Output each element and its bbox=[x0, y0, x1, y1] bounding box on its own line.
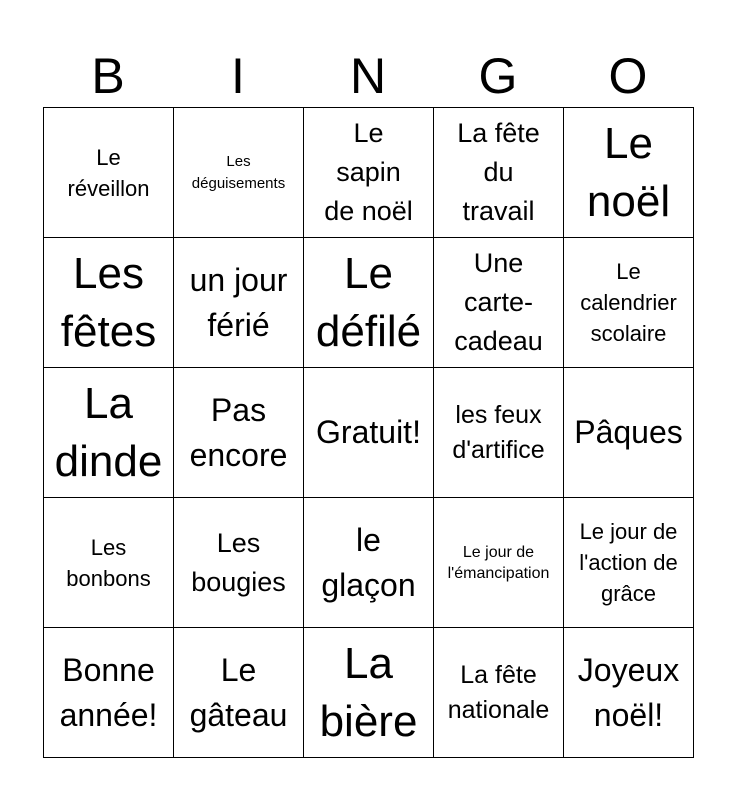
cell-label: Le jour de l'émancipation bbox=[447, 543, 550, 582]
bingo-cell[interactable] bbox=[564, 498, 694, 628]
cell-label: Le jour de l'action de grâce bbox=[579, 519, 678, 606]
bingo-board bbox=[43, 107, 694, 758]
bingo-cell[interactable] bbox=[174, 628, 304, 758]
cell-label: Le calendrier scolaire bbox=[580, 259, 677, 346]
cell-label: La fête nationale bbox=[447, 660, 550, 724]
cell-label: Le noël bbox=[586, 118, 671, 226]
bingo-cell[interactable] bbox=[434, 108, 564, 238]
bingo-cell[interactable] bbox=[174, 368, 304, 498]
header-letter-i: I bbox=[231, 48, 245, 104]
cell-label: Les bougies bbox=[191, 527, 286, 597]
bingo-cell[interactable] bbox=[304, 238, 434, 368]
cell-label: un jour férié bbox=[189, 261, 288, 343]
cell-label: Le gâteau bbox=[189, 651, 288, 733]
bingo-cell[interactable] bbox=[564, 238, 694, 368]
bingo-cell[interactable] bbox=[174, 108, 304, 238]
bingo-cell[interactable] bbox=[304, 368, 434, 498]
header-letter-g: G bbox=[478, 48, 518, 104]
bingo-cell[interactable] bbox=[434, 498, 564, 628]
bingo-cell[interactable] bbox=[304, 498, 434, 628]
bingo-cell[interactable] bbox=[564, 108, 694, 238]
cell-label: le glaçon bbox=[321, 521, 416, 603]
bingo-cell[interactable] bbox=[564, 368, 694, 498]
bingo-cell[interactable] bbox=[304, 108, 434, 238]
bingo-cell[interactable] bbox=[174, 498, 304, 628]
header-letter-b: B bbox=[91, 48, 125, 104]
bingo-header bbox=[43, 44, 693, 108]
bingo-cell[interactable] bbox=[44, 238, 174, 368]
bingo-cell[interactable] bbox=[44, 498, 174, 628]
bingo-cell[interactable] bbox=[44, 628, 174, 758]
cell-label: Le défilé bbox=[315, 248, 422, 356]
cell-label: La dinde bbox=[54, 378, 163, 486]
bingo-cell[interactable] bbox=[434, 628, 564, 758]
cell-label: Pâques bbox=[574, 414, 683, 450]
bingo-cell[interactable] bbox=[44, 368, 174, 498]
bingo-cell[interactable] bbox=[564, 628, 694, 758]
bingo-cell[interactable] bbox=[44, 108, 174, 238]
cell-label: Les fêtes bbox=[60, 248, 157, 356]
cell-label: Une carte- cadeau bbox=[454, 248, 543, 356]
cell-label: Le réveillon bbox=[67, 144, 150, 201]
bingo-cell[interactable] bbox=[174, 238, 304, 368]
cell-label: Les déguisements bbox=[191, 152, 286, 192]
header-letter-n: N bbox=[349, 48, 387, 104]
cell-label: Gratuit! bbox=[316, 414, 421, 450]
cell-label: Le sapin de noël bbox=[324, 118, 413, 226]
cell-label: les feux d'artifice bbox=[452, 400, 545, 464]
cell-label: Bonne année! bbox=[59, 651, 158, 733]
bingo-cell[interactable] bbox=[434, 368, 564, 498]
cell-label: La fête du travail bbox=[457, 118, 540, 226]
cell-label: Pas encore bbox=[189, 391, 288, 473]
cell-label: Joyeux noël! bbox=[577, 651, 680, 733]
bingo-cell[interactable] bbox=[304, 628, 434, 758]
cell-label: Les bonbons bbox=[66, 534, 151, 591]
header-letter-o: O bbox=[608, 48, 648, 104]
bingo-cell[interactable] bbox=[434, 238, 564, 368]
cell-label: La bière bbox=[319, 638, 418, 746]
